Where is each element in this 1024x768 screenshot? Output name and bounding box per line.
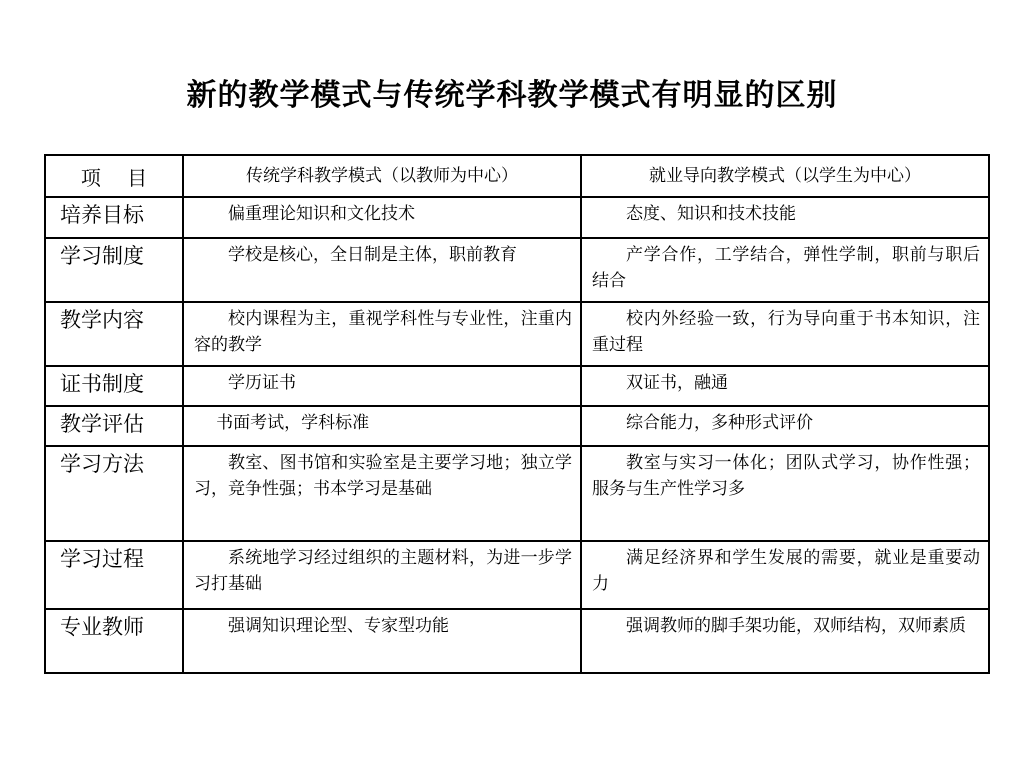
row-category: 学习方法 <box>45 446 183 541</box>
row-employment: 综合能力，多种形式评价 <box>581 406 989 446</box>
table-row <box>45 366 989 406</box>
row-category: 学习过程 <box>45 541 183 609</box>
row-category: 教学评估 <box>45 406 183 446</box>
table-row <box>45 302 989 366</box>
row-employment: 态度、知识和技术技能 <box>581 197 989 238</box>
row-traditional: 书面考试，学科标准 <box>183 406 581 446</box>
row-category: 学习制度 <box>45 238 183 302</box>
header-employment-label: 就业导向教学模式（以学生为中心） <box>649 166 921 186</box>
row-category: 培养目标 <box>45 197 183 238</box>
row-traditional: 学校是核心，全日制是主体，职前教育 <box>183 238 581 302</box>
comparison-table <box>44 154 990 674</box>
header-employment <box>581 155 989 197</box>
row-traditional: 系统地学习经过组织的主题材料，为进一步学习打基础 <box>183 541 581 609</box>
row-employment: 满足经济界和学生发展的需要，就业是重要动力 <box>581 541 989 609</box>
row-traditional: 学历证书 <box>183 366 581 406</box>
row-employment: 双证书，融通 <box>581 366 989 406</box>
row-traditional: 校内课程为主，重视学科性与专业性，注重内容的教学 <box>183 302 581 366</box>
row-employment: 校内外经验一致，行为导向重于书本知识，注重过程 <box>581 302 989 366</box>
table-row <box>45 446 989 541</box>
row-category: 专业教师 <box>45 609 183 673</box>
row-employment: 产学合作，工学结合，弹性学制，职前与职后结合 <box>581 238 989 302</box>
table-row <box>45 609 989 673</box>
table-row <box>45 406 989 446</box>
row-traditional: 偏重理论知识和文化技术 <box>183 197 581 238</box>
row-traditional: 教室、图书馆和实验室是主要学习地；独立学习，竞争性强；书本学习是基础 <box>183 446 581 541</box>
slide-title: 新的教学模式与传统学科教学模式有明显的区别 <box>186 78 838 113</box>
row-employment: 教室与实习一体化；团队式学习，协作性强；服务与生产性学习多 <box>581 446 989 541</box>
table-header-row <box>45 155 989 197</box>
table-row <box>45 197 989 238</box>
header-traditional <box>183 155 581 197</box>
row-employment: 强调教师的脚手架功能，双师结构，双师素质 <box>581 609 989 673</box>
table-row <box>45 541 989 609</box>
row-category: 证书制度 <box>45 366 183 406</box>
row-category: 教学内容 <box>45 302 183 366</box>
header-category <box>45 155 183 197</box>
header-traditional-label: 传统学科教学模式（以教师为中心） <box>246 166 518 186</box>
header-category-label: 项 目 <box>80 165 158 190</box>
row-traditional: 强调知识理论型、专家型功能 <box>183 609 581 673</box>
table-row <box>45 238 989 302</box>
